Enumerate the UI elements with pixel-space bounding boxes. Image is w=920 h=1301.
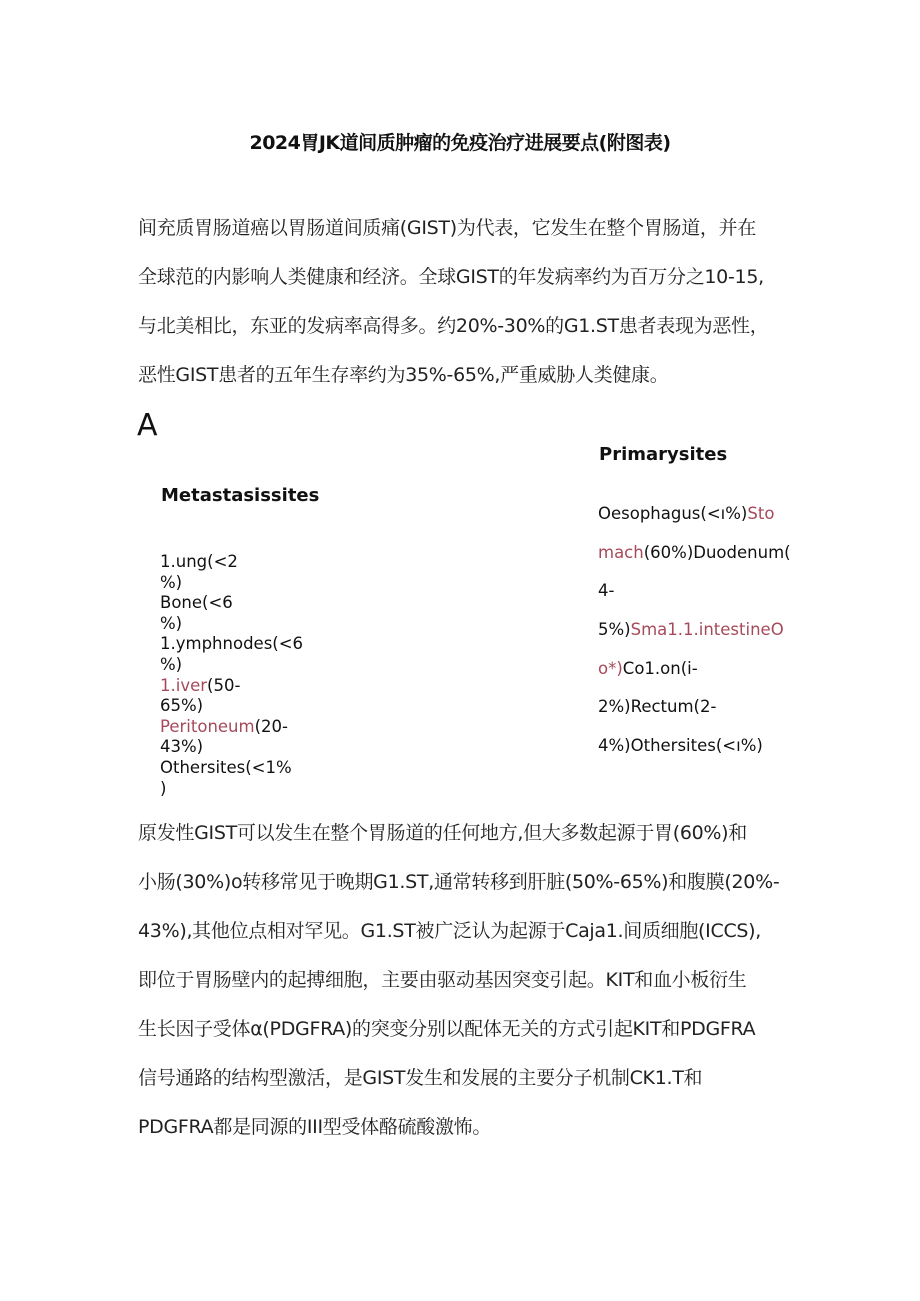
site-text: %): [160, 613, 183, 633]
site-text: 1.ung(<2: [160, 552, 238, 571]
figure-panel-label: A: [137, 408, 158, 443]
primary-sites-heading: Primarysites: [599, 444, 728, 465]
highlighted-site-text: 1.iver: [160, 675, 208, 695]
metastasis-site-line: [160, 696, 303, 717]
text-line: 信号通路的结构型激活，是GIST发生和发展的主要分子机制CK1.T和: [138, 1067, 703, 1089]
text-line: 原发性GIST可以发生在整个胃肠道的任何地方,但大多数起源于胃(60%)和: [138, 822, 747, 844]
site-text: Othersites(<1%: [160, 757, 292, 777]
highlighted-site-text: Sma1.1.intestineO: [630, 620, 784, 640]
primary-site-line: [598, 503, 791, 542]
site-text: 1.ymphnodes(<6: [160, 634, 304, 654]
highlighted-site-text: o*): [598, 658, 623, 678]
text-line: 43%),其他位点相对罕见。G1.ST被广泛认为起源于Caja1.间质细胞(ICCS),: [138, 920, 762, 942]
site-text: Oesophagus(<ı%): [598, 504, 748, 523]
primary-site-line: [598, 542, 791, 581]
text-line: 小肠(30%)o转移常见于晚期G1.ST,通常转移到肝脏(50%-65%)和腹膜(20%-: [138, 871, 780, 893]
text-line: 与北美相比，东亚的发病率高得多。约20%-30%的G1.ST患者表现为恶性，: [138, 315, 769, 337]
metastasis-site-line: [160, 614, 303, 635]
highlighted-site-text: Peritoneum: [160, 716, 255, 736]
site-text: 65%): [160, 696, 204, 716]
primary-site-line: [598, 735, 791, 774]
metastasis-sites-list: [160, 552, 303, 799]
metastasis-site-line: [160, 552, 303, 573]
site-text: %): [160, 572, 183, 592]
site-text: 4-: [598, 581, 615, 601]
site-text: %): [160, 654, 183, 674]
primary-site-line: [598, 580, 791, 619]
metastasis-site-line: [160, 593, 303, 614]
metastasis-site-line: [160, 737, 303, 758]
site-text: (20-: [254, 716, 288, 736]
primary-site-line: [598, 619, 791, 658]
metastasis-site-line: [160, 779, 303, 800]
site-text: (60%)Duodenum(: [643, 542, 791, 562]
primary-site-line: [598, 696, 791, 735]
intro-paragraph: [138, 210, 798, 406]
metastasis-site-line: [160, 655, 303, 676]
metastasis-site-line: [160, 717, 303, 738]
text-line: 间充质胃肠道癌以胃肠道间质痛(GIST)为代表，它发生在整个胃肠道，并在: [138, 217, 757, 239]
site-text: (50-: [207, 675, 241, 695]
text-line: 即位于胃肠壁内的起搏细胞，主要由驱动基因突变引起。KIT和血小板衍生: [138, 969, 747, 991]
metastasis-site-line: [160, 573, 303, 594]
page-title: 2024胃JK道间质肿瘤的免疫治疗进展要点(附图表): [249, 132, 671, 154]
text-line: 恶性GIST患者的五年生存率约为35%-65%,严重威胁人类健康。: [138, 364, 669, 386]
metastasis-site-line: [160, 758, 303, 779]
text-line: PDGFRA都是同源的III型受体酪硫酸激怖。: [138, 1116, 492, 1138]
primary-sites-list: [598, 503, 791, 774]
site-text: 2%)Rectum(2-: [598, 697, 717, 717]
primary-site-line: [598, 658, 791, 697]
site-text: 43%): [160, 737, 204, 757]
text-line: 生长因子受体α(PDGFRA)的突变分别以配体无关的方式引起KIT和PDGFRA: [138, 1018, 756, 1040]
text-line: 全球范的内影响人类健康和经济。全球GIST的年发病率约为百万分之10-15,: [138, 266, 764, 288]
metastasis-site-line: [160, 676, 303, 697]
highlighted-site-text: Sto: [747, 504, 775, 523]
metastasis-site-line: [160, 634, 303, 655]
site-text: 4%)Othersites(<ı%): [598, 736, 763, 756]
site-text: Co1.on(i-: [622, 658, 698, 678]
site-text: 5%): [598, 620, 631, 640]
site-text: Bone(<6: [160, 593, 233, 613]
site-text: ): [160, 778, 167, 798]
body-paragraph: [138, 815, 798, 1158]
metastasis-sites-heading: Metastasissites: [161, 485, 320, 506]
highlighted-site-text: mach: [598, 542, 644, 562]
